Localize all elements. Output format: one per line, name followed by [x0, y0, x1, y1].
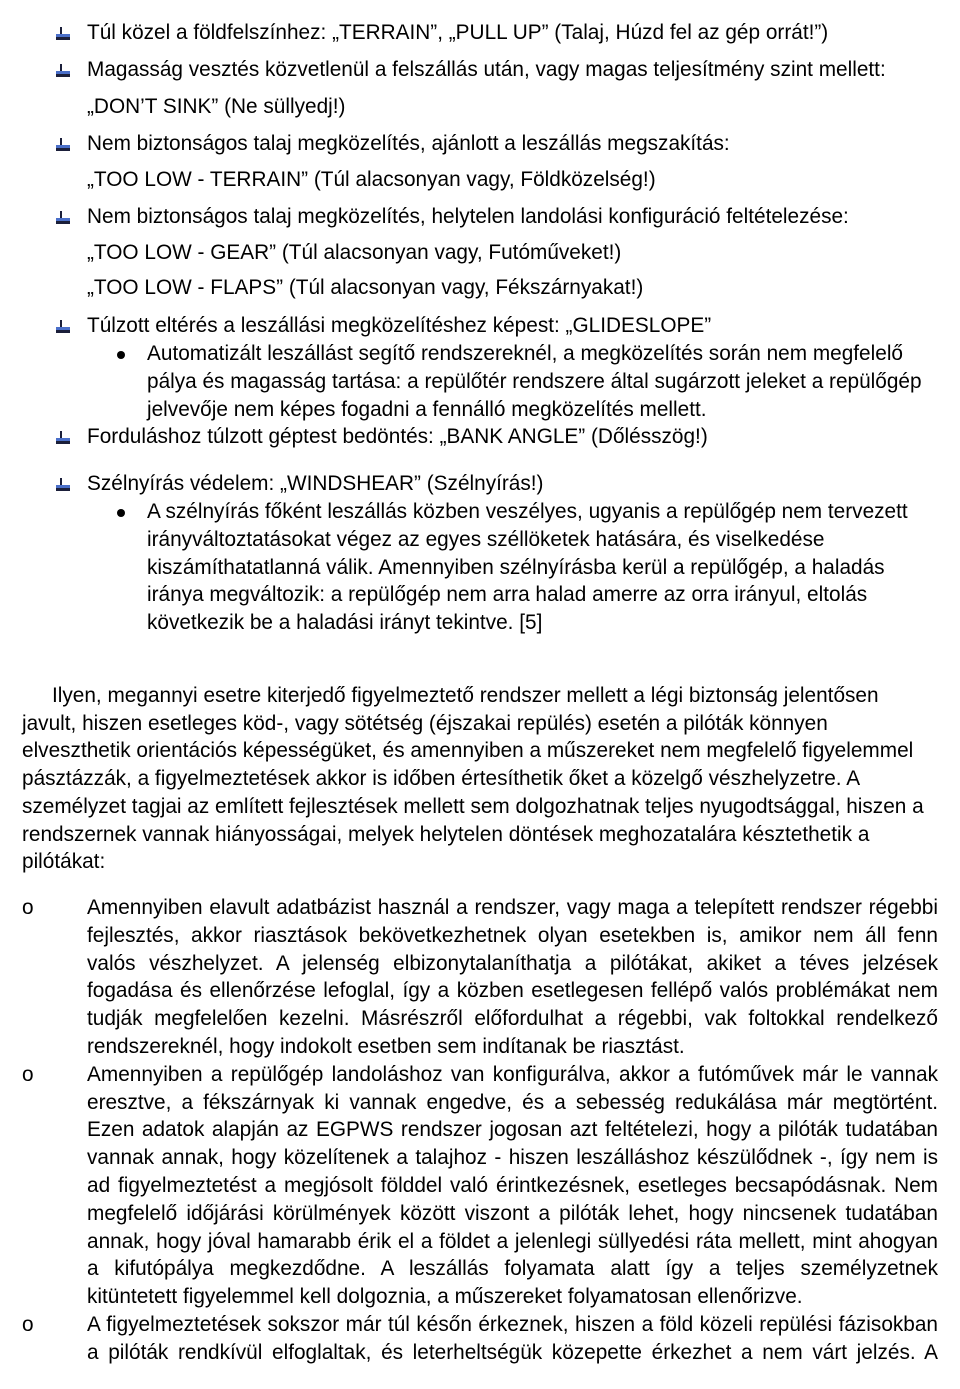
list-line: fejlesztés, akkor riasztások bekövetkezhetnek olyan esetekben is, amikor nem áll fenn	[87, 923, 938, 947]
warning-line: Forduláshoz túlzott géptest bedöntés: „BANK ANGLE” (Dőlésszög!)	[87, 424, 708, 448]
arrow-bullet-icon	[55, 477, 71, 493]
warning-item-dont-sink	[0, 52, 960, 125]
warning-line: Magasság vesztés közvetlenül a felszállás után, vagy magas teljesítmény szint mellett:	[87, 58, 886, 81]
arrow-bullet-icon	[55, 430, 71, 446]
list-line: annak, hogy jóval hamarabb érik el a földet a jelenlegi süllyedési ráta mellett, mint ahogyan	[87, 1229, 938, 1253]
warning-callout: „DON’T SINK” (Ne süllyedj!)	[87, 94, 346, 118]
warning-item-glideslope	[0, 308, 960, 424]
paragraph-line: pilótákat:	[22, 850, 106, 874]
list-line: A figyelmeztetések sokszor már túl későn érkeznek, hiszen a föld közeli repülési fázisokban	[87, 1313, 938, 1337]
list-line: eresztve, a fékszárnyak ki vannak engedve, és a sebesség redukálása már megtörtént.	[87, 1090, 938, 1114]
list-line: vannak annak, hogy közelítenek a talajhoz - hiszen leszálláshoz készülődnek -, így nem is	[87, 1146, 938, 1170]
list-marker: o	[22, 896, 34, 920]
list-line: Ezen adatok alapján az EGPWS rendszer jogosan azt feltételezi, hogy a pilóták tudatában	[87, 1118, 938, 1142]
paragraph-line: Ilyen, megannyi esetre kiterjedő figyelmeztető rendszer mellett a légi biztonság jelentősen	[52, 684, 879, 707]
detail-line: pálya és magasság tartása: a repülőtér rendszere által sugárzott jeleket a repülőgép	[147, 369, 922, 393]
list-item	[0, 894, 960, 1061]
detail-line: irányváltoztatásokat végez az egyes széllöketek hatására, és viselkedése	[147, 527, 825, 551]
warning-line: Túl közel a földfelszínhez: „TERRAIN”, „PULL UP” (Talaj, Húzd fel az gép orrát!”)	[87, 21, 829, 44]
paragraph-line: javult, hiszen esetleges köd-, vagy sötétség (éjszakai repülés) esetén a pilóták könnyen	[22, 711, 828, 735]
warning-item-windshear	[0, 466, 960, 637]
list-line: Amennyiben a repülőgép landoláshoz van konfigurálva, akkor a futóművek már le vannak	[87, 1062, 938, 1086]
list-line: a kifutópálya megkezdődne. A leszállás folyamata alatt így a teljes személyzetnek	[87, 1257, 938, 1281]
shortcomings-list	[0, 894, 960, 1367]
warning-callout: „TOO LOW - FLAPS” (Túl alacsonyan vagy, Fékszárnyakat!)	[87, 276, 644, 300]
body-paragraph	[0, 682, 960, 876]
warning-item-too-low-gear-flaps	[0, 199, 960, 306]
detail-line: kiszámíthatatlanná válik. Amennyiben szélnyírásba kerül a repülőgép, a haladás	[147, 555, 885, 579]
warning-detail	[0, 340, 960, 423]
list-marker: o	[22, 1313, 34, 1337]
list-item	[0, 1311, 960, 1367]
warning-line: Szélnyírás védelem: „WINDSHEAR” (Szélnyírás!)	[87, 471, 544, 495]
list-item	[0, 1061, 960, 1311]
list-line: ad figyelmeztetést a megjósolt földdel való érintkezésnek, esetleges becsapódásnak. Nem	[87, 1174, 938, 1198]
list-line: fogadása és ellenőrzése lefoglal, így a közben esetlegesen fellépő valós problémákat nem	[87, 979, 938, 1003]
warning-callout: „TOO LOW - GEAR” (Túl alacsonyan vagy, Futóműveket!)	[87, 240, 622, 264]
warning-item-too-low-terrain	[0, 126, 960, 199]
detail-line: A szélnyírás főként leszállás közben veszélyes, ugyanis a repülőgép nem tervezett	[147, 500, 908, 524]
arrow-bullet-icon	[55, 137, 71, 153]
warning-line: Túlzott eltérés a leszállási megközelítéshez képest: „GLIDESLOPE”	[87, 313, 712, 337]
warning-line: Nem biztonságos talaj megközelítés, ajánlott a leszállás megszakítás:	[87, 131, 730, 155]
detail-line: jelvevője nem képes fogadni a fennálló megközelítés mellett.	[147, 397, 707, 421]
warning-line: Nem biztonságos talaj megközelítés, helytelen landolási konfiguráció feltételezése:	[87, 205, 849, 229]
warning-detail	[0, 498, 960, 637]
warning-item-terrain	[0, 15, 960, 52]
paragraph-line: rendszernek vannak hiányosságai, melyek helytelen döntések meghozatalára késztethetik a	[22, 822, 870, 846]
list-line: megfelelő időjárási körülmények között viszont a pilóták lehet, hogy nincsenek tudatában	[87, 1201, 938, 1225]
detail-line: következik be a haladási irányt tekintve. [5]	[147, 611, 543, 635]
arrow-bullet-icon	[55, 210, 71, 226]
list-marker: o	[22, 1062, 34, 1086]
list-line: Amennyiben elavult adatbázist használ a rendszer, vagy maga a telepített rendszer régebbi	[87, 896, 938, 920]
list-line: valós vészhelyzet. A jelenség elbizonytalaníthatja a pilótákat, akiket a téves jelzések	[87, 951, 938, 975]
list-line: tudják megfelelően kezelni. Másrészről előfordulhat a régebbi, vak foltokkal rendelkező	[87, 1007, 938, 1031]
detail-line: iránya megváltozik: a repülőgép nem arra halad amerre az orra irányul, eltolás	[147, 583, 868, 607]
arrow-bullet-icon	[55, 319, 71, 335]
list-line: rendszereknél, hogy indokolt esetben sem indítanak be riasztást.	[87, 1035, 685, 1059]
detail-line: Automatizált leszállást segítő rendszereknél, a megközelítés során nem megfelelő	[147, 342, 903, 366]
list-line: a pilóták rendkívül elfoglaltak, és leterheltségük közepette érkezhet a nem várt jelzés. A	[87, 1340, 938, 1364]
paragraph-line: pásztázzák, a figyelmeztetések akkor is időben értesíthetik őket a közelgő vészhelyzetre. A	[22, 767, 861, 791]
list-line: kitüntetett figyelemmel kell dolgoznia, a műszereket folyamatosan ellenőrizve.	[87, 1285, 803, 1309]
warning-item-bank-angle	[0, 419, 960, 456]
arrow-bullet-icon	[55, 63, 71, 79]
paragraph-line: elveszthetik orientációs képességüket, és amennyiben a műszereket nem megfelelő figyelemmel	[22, 739, 914, 763]
arrow-bullet-icon	[55, 26, 71, 42]
warning-callout: „TOO LOW - TERRAIN” (Túl alacsonyan vagy, Földközelség!)	[87, 168, 656, 192]
paragraph-line: személyzet tagjai az említett fejlesztések mellett sem dolgozhatnak teljes nyugodtsággal, hiszen a	[22, 794, 924, 818]
